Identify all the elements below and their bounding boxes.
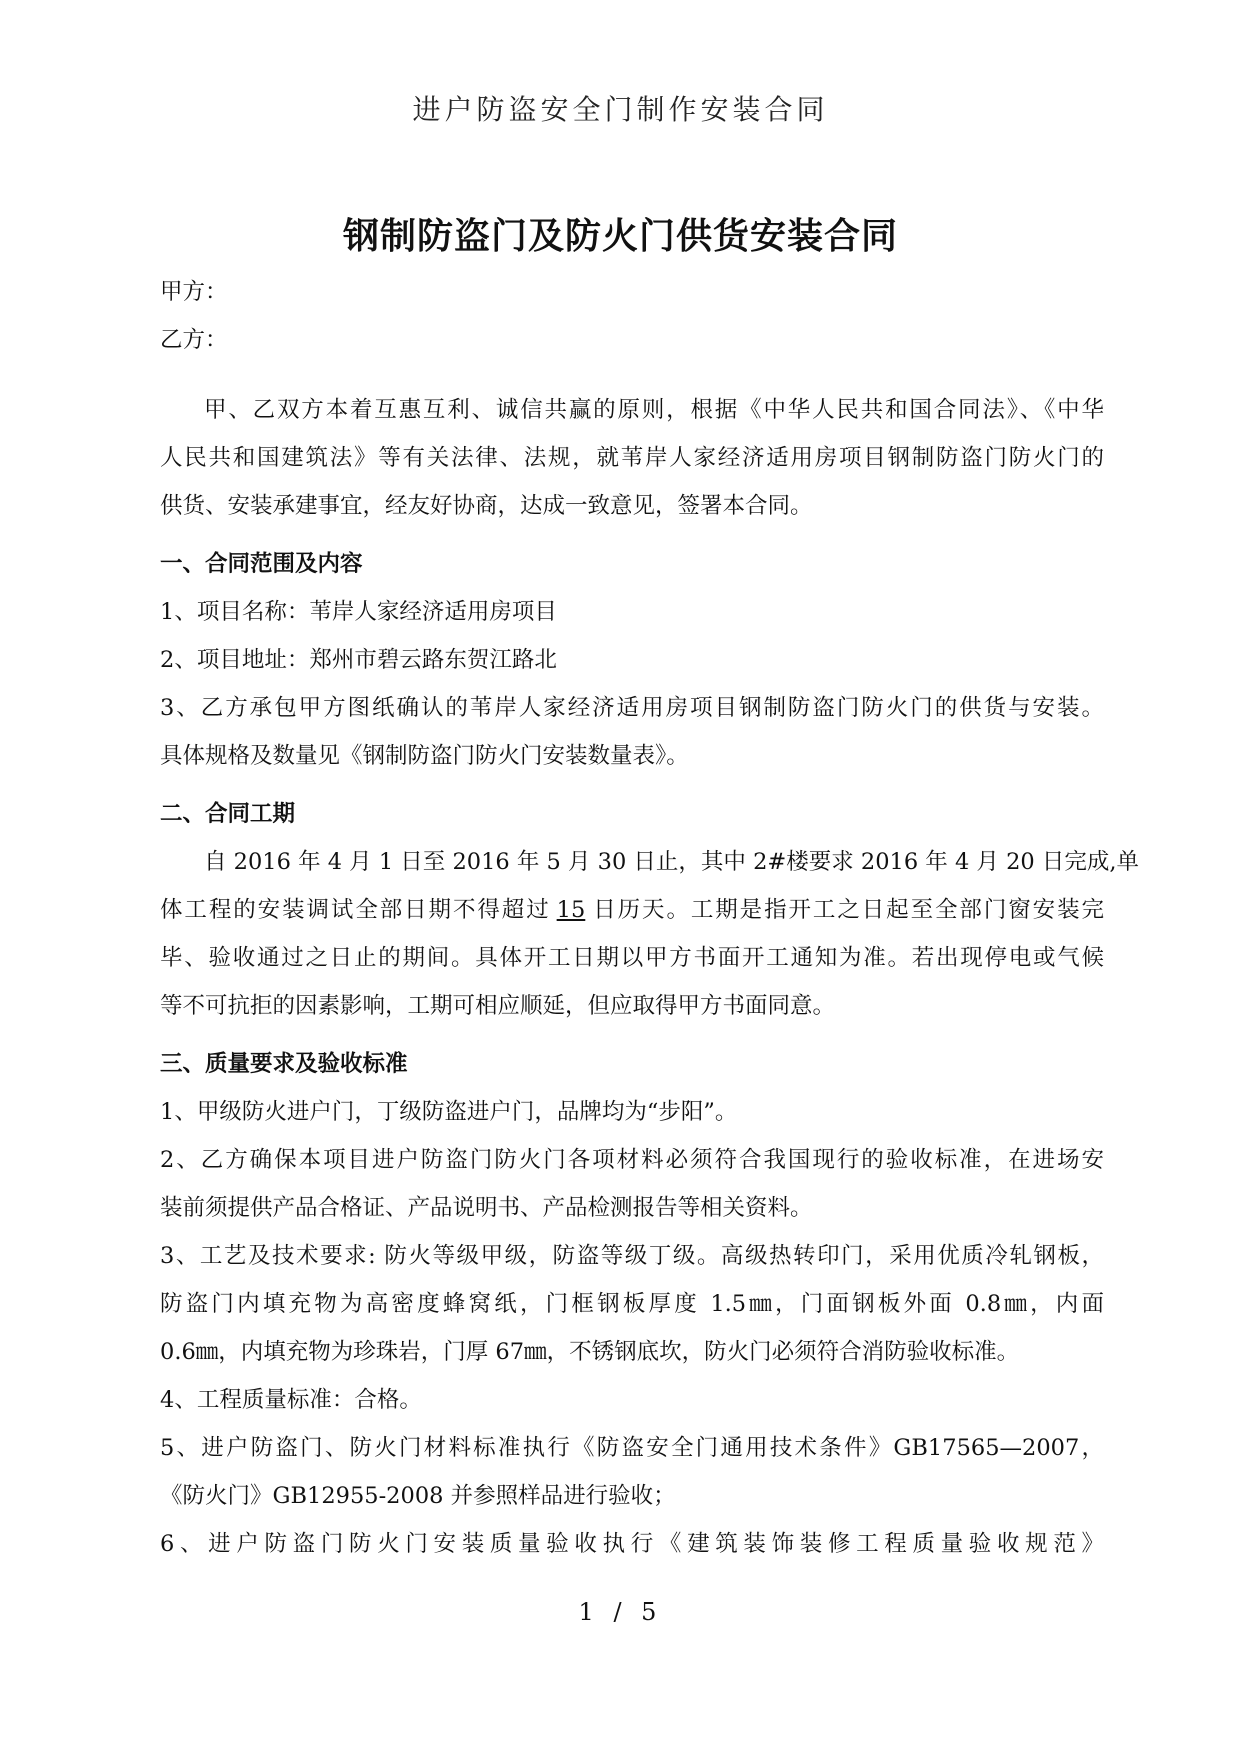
section-heading-scope: 一、合同范围及内容 xyxy=(160,551,363,577)
intro-line: 人民共和国建筑法》等有关法律、法规，就苇岸人家经济适用房项目钢制防盗门防火门的 xyxy=(160,445,1104,471)
document-body xyxy=(160,268,1140,1568)
schedule-line: 等不可抗拒的因素影响，工期可相应顺延，但应取得甲方书面同意。 xyxy=(160,993,836,1019)
quality-item-technical: 0.6㎜，内填充物为珍珠岩，门厚 67㎜，不锈钢底坎，防火门必须符合消防验收标准。 xyxy=(160,1339,1020,1365)
party-b-label: 乙方： xyxy=(160,327,228,353)
quality-item-technical: 3、工艺及技术要求: 防火等级甲级，防盗等级丁级。高级热转印门，采用优质冷轧钢板， xyxy=(160,1243,1104,1269)
quality-item-material-standard: 5、进户防盗门、防火门材料标准执行《防盗安全门通用技术条件》GB17565—2007， xyxy=(160,1435,1104,1461)
party-a-label: 甲方： xyxy=(160,279,228,305)
schedule-line: 毕、验收通过之日止的期间。具体开工日期以甲方书面开工通知为准。若出现停电或气候 xyxy=(160,945,1104,971)
schedule-text: 日历天。工期是指开工之日起至全部门窗安装完 xyxy=(591,897,1104,923)
scope-item-contract-line: 具体规格及数量见《钢制防盗门防火门安装数量表》。 xyxy=(160,743,689,769)
quality-item-materials: 2、乙方确保本项目进户防盗门防火门各项材料必须符合我国现行的验收标准，在进场安 xyxy=(160,1147,1104,1173)
scope-item-project-address: 2、项目地址：郑州市碧云路东贺江路北 xyxy=(160,647,557,673)
intro-line: 甲、乙双方本着互惠互利、诚信共赢的原则，根据《中华人民共和国合同法》、《中华 xyxy=(204,397,1104,423)
quality-item-installation: 6、进户防盗门防火门安装质量验收执行《建筑装饰装修工程质量验收规范》 xyxy=(160,1531,1104,1557)
section-heading-quality: 三、质量要求及验收标准 xyxy=(160,1051,408,1077)
schedule-text: 体工程的安装调试全部日期不得超过 xyxy=(160,897,551,923)
quality-item-materials: 装前须提供产品合格证、产品说明书、产品检测报告等相关资料。 xyxy=(160,1195,813,1221)
quality-item-standard: 4、工程质量标准：合格。 xyxy=(160,1387,422,1413)
section-heading-schedule: 二、合同工期 xyxy=(160,801,296,827)
quality-item-technical: 防盗门内填充物为高密度蜂窝纸，门框钢板厚度 1.5㎜，门面钢板外面 0.8㎜，内面 xyxy=(160,1291,1104,1317)
quality-item-material-standard: 《防火门》GB12955-2008 并参照样品进行验收； xyxy=(160,1483,676,1509)
intro-paragraph xyxy=(160,386,1104,530)
schedule-line: 自 2016 年 4 月 1 日至 2016 年 5 月 30 日止，其中 2#楼要求 2016 年 4 月 20 日完成,单 xyxy=(204,849,1140,875)
quality-item-brand: 1、甲级防火进户门，丁级防盗进户门，品牌均为“步阳”。 xyxy=(160,1099,738,1125)
scope-item-contract-line: 3、乙方承包甲方图纸确认的苇岸人家经济适用房项目钢制防盗门防火门的供货与安装。 xyxy=(160,695,1104,721)
schedule-line xyxy=(160,886,1104,934)
page-number: 1 / 5 xyxy=(578,1598,663,1626)
schedule-days-value: 15 xyxy=(556,897,586,923)
scope-item-project-name: 1、项目名称：苇岸人家经济适用房项目 xyxy=(160,599,557,625)
intro-line: 供货、安装承建事宜，经友好协商，达成一致意见，签署本合同。 xyxy=(160,493,813,519)
document-title: 钢制防盗门及防火门供货安装合同 xyxy=(342,216,898,257)
running-header: 进户防盗安全门制作安装合同 xyxy=(412,93,829,126)
